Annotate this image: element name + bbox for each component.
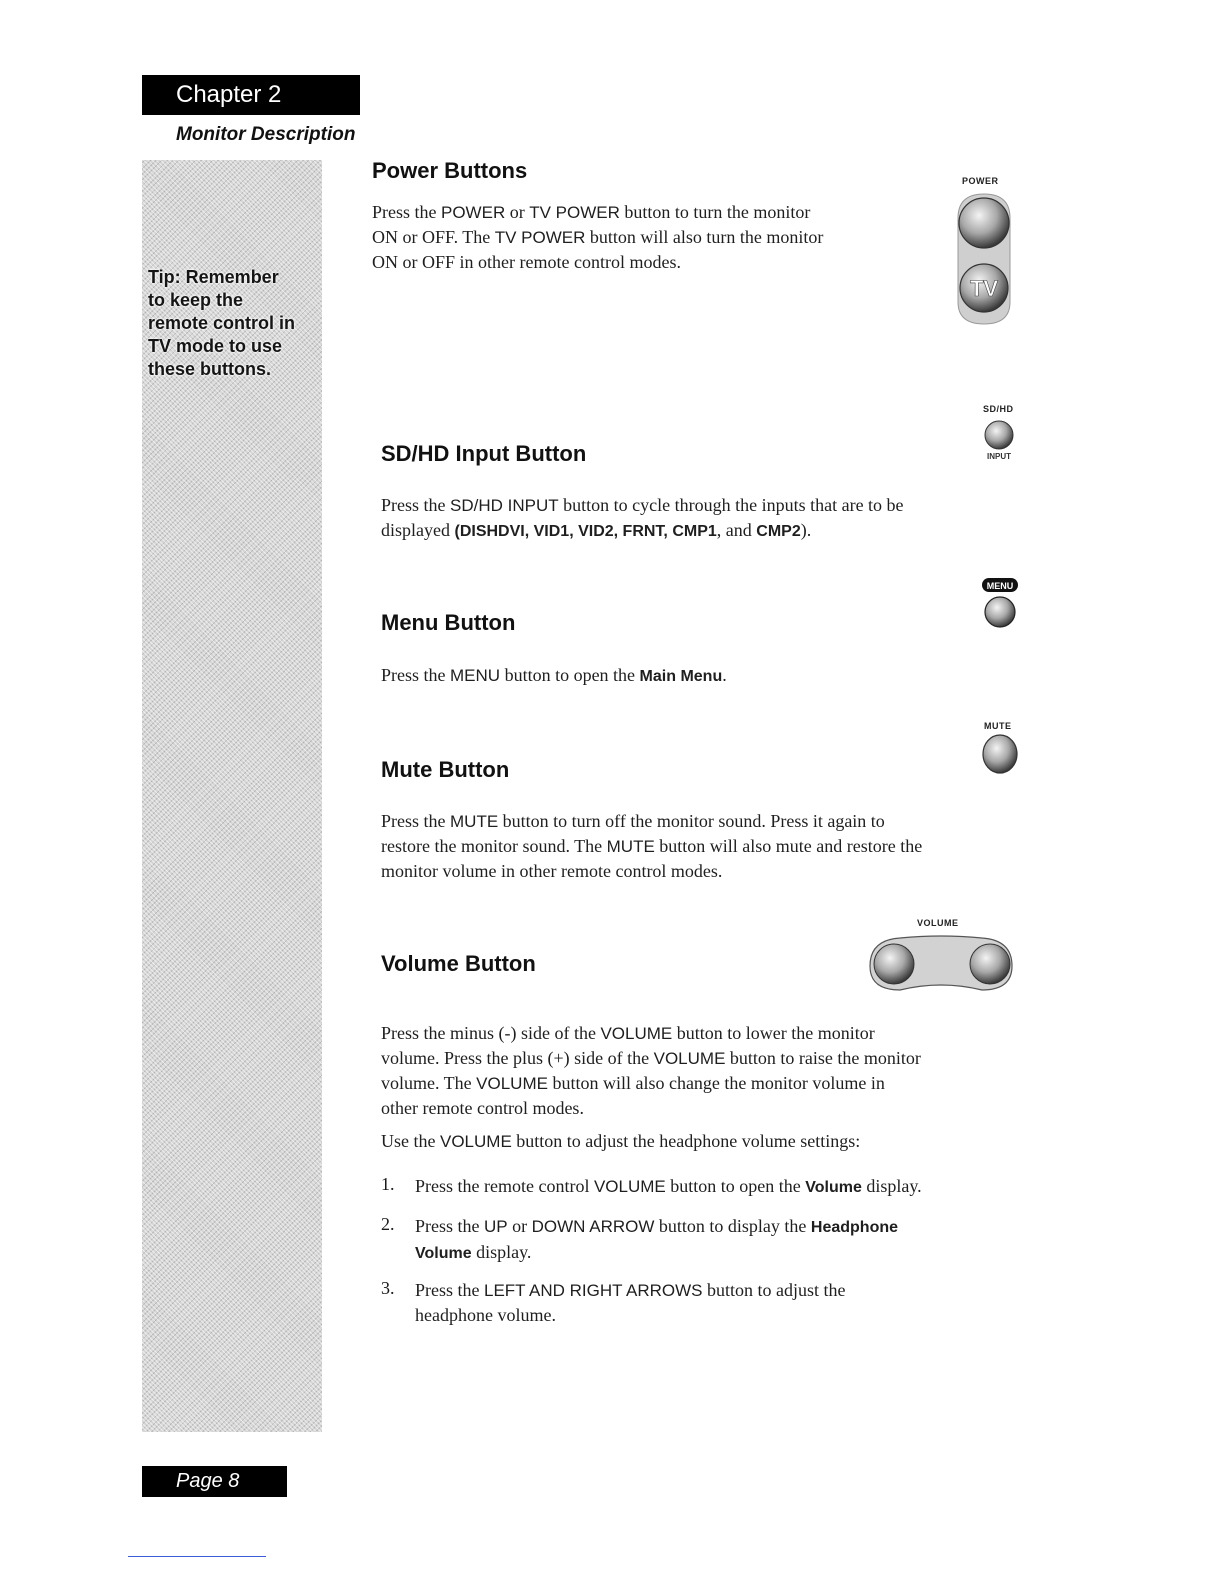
menu-paragraph: Press the MENU button to open the Main Menu. — [381, 665, 727, 685]
volume-use-paragraph: Use the VOLUME button to adjust the headphone volume settings: — [381, 1131, 861, 1151]
tip-line: these buttons. — [148, 359, 272, 379]
sdhd-heading: SD/HD Input Button — [381, 441, 587, 466]
step-number: 3. — [381, 1278, 395, 1298]
volume-plus-icon — [970, 944, 1010, 984]
mute-button-icon — [978, 733, 1022, 777]
tip-line: remote control in — [148, 313, 296, 333]
step-number: 1. — [381, 1174, 395, 1194]
volume-heading: Volume Button — [381, 951, 536, 976]
mute-heading: Mute Button — [381, 757, 510, 782]
mute-paragraph: Press the MUTE button to turn off the monitor sound. Press it again to restore the monitor sound. The MUTE button will also mute and restore the monitor volume in other remote control modes. — [381, 811, 923, 881]
tv-icon-text: TV — [969, 276, 999, 301]
menu-heading: Menu Button — [381, 610, 516, 635]
power-icon-label: POWER — [962, 176, 999, 186]
menu-button-icon — [980, 576, 1020, 632]
tip-callout — [148, 266, 318, 381]
menu-icon-label: MENU — [986, 581, 1014, 591]
power-buttons-icon — [952, 190, 1016, 328]
tip-line: Tip: Remember — [148, 267, 279, 287]
tip-line: TV mode to use — [148, 336, 283, 356]
step-item: Press the LEFT AND RIGHT ARROWS button to adjust the headphone volume. — [415, 1280, 846, 1325]
volume-paragraph: Press the minus (-) side of the VOLUME button to lower the monitor volume. Press the plus (+) side of the VOLUME button to raise the monitor volume. The VOLUME button will also change the monitor volume in other remote control modes. — [381, 1023, 921, 1118]
bottom-rule — [128, 1556, 266, 1557]
power-paragraph: Press the POWER or TV POWER button to turn the monitor ON or OFF. The TV POWER button will also turn the monitor ON or OFF in other remote control modes. — [372, 202, 824, 272]
volume-minus-icon — [874, 944, 914, 984]
step-number: 2. — [381, 1214, 395, 1234]
section-subtitle: Monitor Description — [176, 124, 356, 145]
mute-icon-label: MUTE — [984, 721, 1012, 731]
power-button-icon — [959, 198, 1009, 248]
sdhd-input-icon — [976, 418, 1022, 462]
power-heading: Power Buttons — [372, 158, 528, 183]
sdhd-paragraph: Press the SD/HD INPUT button to cycle through the inputs that are to be displayed (DISHDVI, VID1, VID2, FRNT, CMP1, and CMP2). — [381, 495, 904, 540]
step-item: Press the remote control VOLUME button to open the Volume display. — [415, 1176, 922, 1196]
tip-line: to keep the — [148, 290, 244, 310]
sdhd-icon-label: SD/HD — [983, 404, 1014, 414]
sdhd-input-icon-text: INPUT — [987, 452, 1011, 461]
chapter-tab: Chapter 2 — [142, 75, 360, 115]
volume-button-icon — [860, 928, 1022, 998]
page-number-tab: Page 8 — [142, 1466, 287, 1497]
volume-icon-label: VOLUME — [917, 918, 959, 928]
step-item: Press the UP or DOWN ARROW button to display the Headphone Volume display. — [415, 1216, 899, 1262]
